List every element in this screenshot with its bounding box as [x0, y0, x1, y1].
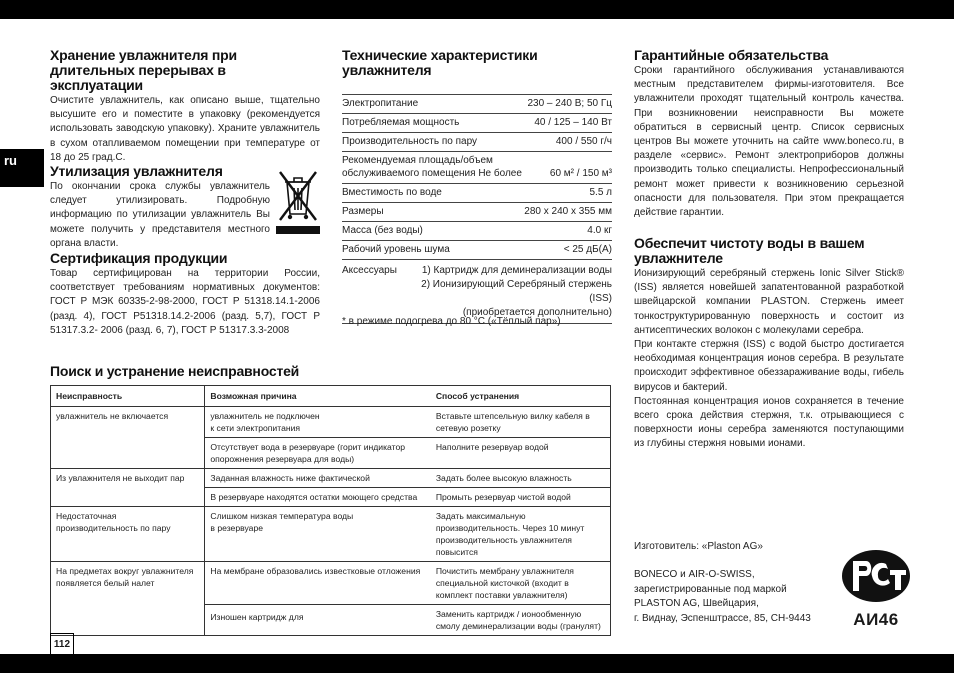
storage-text: Очистите увлажнитель, как описано выше, тщательно высушите его и поместите в упаковку (рекомендуется использовать заводскую упаковку). Храните увлажнитель в сухом отапливаемом помещении при температуре от 18 до 25 град.С. [50, 95, 320, 163]
water-text [634, 267, 904, 452]
fix-cell: Промыть резервуар чистой водой [431, 488, 611, 507]
troubleshooting-header [50, 364, 450, 379]
manufacturer-line: г. Виднау, Эспенштрассе, 85, CH-9443 [634, 612, 811, 624]
table-row [51, 469, 611, 488]
manufacturer-label: Изготовитель: «Plaston AG» [634, 541, 763, 552]
spec-row [342, 222, 612, 241]
water-paragraph: При контакте стержня (ISS) с водой быстро достигается необходимая концентрация ионов серебра. В результате происходит эффективное обеззараживание воды, гибель вирусов и бактерий. [634, 339, 904, 393]
spec-key: Масса (без воды) [342, 225, 423, 236]
cause-cell: Изношен картридж для [210, 612, 304, 622]
gost-code: АИ46 [853, 610, 899, 629]
fix-cell: Почистить мембрану увлажнителя специальной кисточкой (входит в комплект поставки увлажнителя) [431, 562, 611, 605]
accessory-item: 2) Ионизирующий Серебряный стержень (ISS) [421, 279, 612, 304]
manufacturer-line: зарегистрированные под маркой [634, 583, 787, 595]
column-header: Возможная причина [205, 386, 431, 407]
manufacturer-line: PLASTON AG, Швейцария, [634, 598, 759, 609]
rst-logo-icon [840, 548, 912, 604]
column-header: Способ устранения [431, 386, 611, 407]
spec-row [342, 184, 612, 203]
fix-cell: Вставьте штепсельную вилку кабеля в сетевую розетку [431, 407, 611, 438]
spec-value: 4.0 кг [587, 225, 612, 236]
warranty-text: Сроки гарантийного обслуживания устанавливаются местным представителем фирмы-изготовителя. Все увлажнители проходят тщательный контроль качества. При возникновении неисправности Вы можете обратиться в сервисный центр. Список сервисных центров Вы можете уточнить на сайте www.boneco.ru, в разделе «сервис». Ремонт электроприборов должны производить только специалисты. Непрофессиональный ремонт может привести к возникновению серьезной опасности для пользователя. При этом прекращается действие гарантии. [634, 65, 904, 219]
disposal-title: Утилизация увлажнителя [50, 163, 223, 179]
crossed-out-bin-icon [276, 168, 320, 234]
spec-key: Рекомендуемая площадь/объем обслуживаемого помещения Не более [342, 155, 522, 179]
fault-cell: Из увлажнителя не выходит пар [51, 469, 205, 507]
warranty-section [634, 48, 904, 220]
fault-cell: Недостаточная производительность по пару [51, 507, 205, 562]
certification-text: Товар сертифицирован на территории России, соответствует требованиям нормативных документов: ГОСТ Р МЭК 60335-2-98-2000, ГОСТ Р 51318.14.1-2006 (разд. 4), ГОСТ Р51318.14.2-2006 (разд. 5,7), ГОСТ Р 51317.3.2- 2006 (разд. 6, 7), ГОСТ Р 51317.3.3-2008 [50, 268, 320, 336]
fix-cell: Наполните резервуар водой [431, 438, 611, 469]
spec-key: Потребляемая мощность [342, 117, 460, 128]
accessories-label: Аксессуары [342, 265, 397, 276]
fault-cell: На предметах вокруг увлажнителя появляется белый налет [51, 562, 205, 636]
accessory-note: (приобретается дополнительно) [462, 307, 612, 318]
cause-cell: Слишком низкая температура воды в резервуаре [205, 507, 431, 562]
table-row [51, 562, 611, 605]
troubleshooting-table [50, 385, 611, 636]
fix-cell: Задать максимальную производительность. Через 10 минут производительность увлажнителя повысится [431, 507, 611, 562]
specs-title: Технические характеристики увлажнителя [342, 47, 538, 78]
certification-title: Сертификация продукции [50, 250, 228, 266]
fix-cell: Задать более высокую влажность [431, 469, 611, 488]
storage-title: Хранение увлажнителя при длительных перерывах в эксплуатации [50, 47, 237, 93]
cause-cell: На мембране образовались известковые отложения [205, 562, 431, 605]
table-row [51, 407, 611, 438]
spec-accessories-row [342, 260, 612, 324]
spec-row [342, 133, 612, 152]
troubleshooting-title: Поиск и устранение неисправностей [50, 363, 300, 379]
cause-cell: Заданная влажность ниже фактической [205, 469, 431, 488]
cause-cell: Отсутствует вода в резервуаре (горит индикатор опорожнения резервуара для воды) [205, 438, 431, 469]
water-title: Обеспечит чистоту воды в вашем увлажнителе [634, 235, 865, 266]
spec-key: Электропитание [342, 98, 419, 109]
storage-section [50, 48, 320, 165]
column-header: Неисправность [51, 386, 205, 407]
spec-value: 5.5 л [589, 187, 612, 198]
accessories-values [404, 264, 612, 320]
language-tab: ru [0, 149, 44, 187]
spec-value: 60 м² / 150 м³ [549, 168, 612, 179]
rst-certification-mark-icon [840, 548, 912, 628]
spec-key: Вместимость по воде [342, 187, 442, 198]
disposal-text: По окончании срока службы увлажнитель следует утилизировать. Подробную информацию по утилизации увлажнитель Вы можете получить у представителя местного органа власти. [50, 181, 270, 249]
certification-section [50, 251, 320, 338]
spec-row [342, 203, 612, 222]
disposal-section [50, 164, 270, 251]
spec-row [342, 114, 612, 133]
spec-key: Размеры [342, 206, 384, 217]
manufacturer-line: BONECO и AIR-O-SWISS, [634, 569, 755, 580]
water-paragraph: Постоянная концентрация ионов сохраняется в течение всего срока действия стержня, т.к. отрывающиеся с поверхности ионы серебра заменяются поступающими из глубины стержня новыми ионами. [634, 395, 904, 450]
specs-table [342, 94, 612, 324]
cause-cell: увлажнитель не подключен к сети электропитания [205, 407, 431, 438]
spec-row [342, 152, 612, 184]
water-paragraph: Ионизирующий серебряный стержень Ionic Silver Stick® (ISS) является новейшей запатентованной разработкой швейцарской компании PLASTON. Стержень имеет тонкоструктурированную поверхность и состоит из антисептических волокон с молекулами серебра. [634, 268, 904, 336]
table-row [51, 507, 611, 562]
spec-key: Рабочий уровень шума [342, 244, 450, 255]
warranty-title: Гарантийные обязательства [634, 47, 829, 63]
bottom-bar [0, 654, 954, 673]
spec-row [342, 241, 612, 260]
spec-value: 280 x 240 x 355 мм [524, 206, 612, 217]
fault-cell: увлажнитель не включается [51, 407, 205, 469]
spec-value: 230 – 240 В; 50 Гц [527, 98, 612, 109]
specs-footnote: * в режиме подогрева до 80 °C («Тёплый пар») [342, 316, 561, 327]
spec-value: 40 / 125 – 140 Вт [534, 117, 612, 128]
spec-value: < 25 дБ(А) [563, 244, 612, 255]
accessory-item: 1) Картридж для деминерализации воды [421, 265, 612, 276]
fix-cell: Заменить картридж / ионообменную смолу деминерализации воды (гранулят) [435, 609, 601, 631]
top-bar [0, 0, 954, 19]
page-number: 112 [50, 633, 74, 654]
spec-key: Производительность по пару [342, 136, 478, 147]
manufacturer-info [634, 568, 811, 626]
specs-header [342, 48, 612, 78]
water-section [634, 236, 904, 452]
table-header-row [51, 386, 611, 407]
spec-value: 400 / 550 г/ч [555, 136, 612, 147]
spec-row [342, 94, 612, 114]
cause-cell: В резервуаре находятся остатки моющего средства [205, 488, 431, 507]
